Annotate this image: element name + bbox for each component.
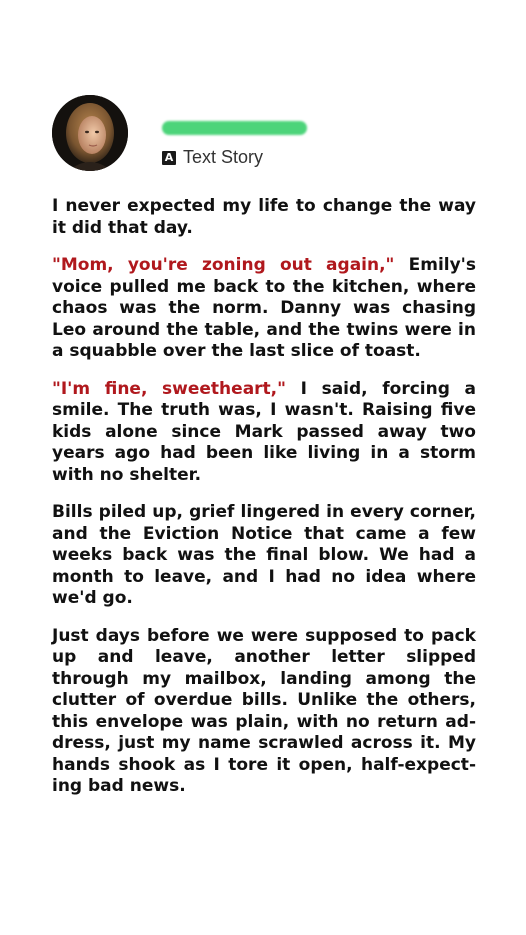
story-paragraph-5 <box>52 626 476 798</box>
author-avatar[interactable] <box>52 95 128 171</box>
text-story-icon: A <box>162 151 176 165</box>
dialogue-quote: "I'm fine, sweetheart," <box>52 378 286 399</box>
story-header <box>52 95 492 175</box>
paragraph-text: Bills piled up, grief lingered in every corner, and the Eviction Notice that came a few weeks back was the final blow. We had a month to leave, and I had no idea where we'd go. <box>52 502 476 608</box>
source-label: Text Story <box>183 147 264 167</box>
story-paragraph-4 <box>52 502 476 610</box>
story-body <box>52 196 476 814</box>
story-paragraph-2 <box>52 255 476 363</box>
source-label-group <box>162 147 263 168</box>
paragraph-text: I said, forcing a smile. The truth was, I wasn't. Raising five kids alone since Mark passed away two years ago had been like living in a storm with no shelter. <box>52 378 476 485</box>
author-name-redacted <box>162 121 307 135</box>
paragraph-text: Just days before we were supposed to pack up and leave, another letter slipped through my mailbox, landing among the clutter of overdue bills. Unlike the others, this envelope was plain, with no return address, just my name scrawled across it. My hands shook as I tore it open, half-expecting bad news. <box>52 625 476 796</box>
dialogue-quote: "Mom, you're zoning out again," <box>52 255 395 275</box>
story-paragraph-3 <box>52 379 476 487</box>
paragraph-text: I never expected my life to change the way it did that day. <box>52 196 476 238</box>
paragraph-text: Emily's voice pulled me back to the kitchen, where chaos was the norm. Danny was chasing Leo around the table, and the twins were in a squabble over the last slice of toast. <box>52 255 476 361</box>
story-paragraph-1 <box>52 196 476 239</box>
